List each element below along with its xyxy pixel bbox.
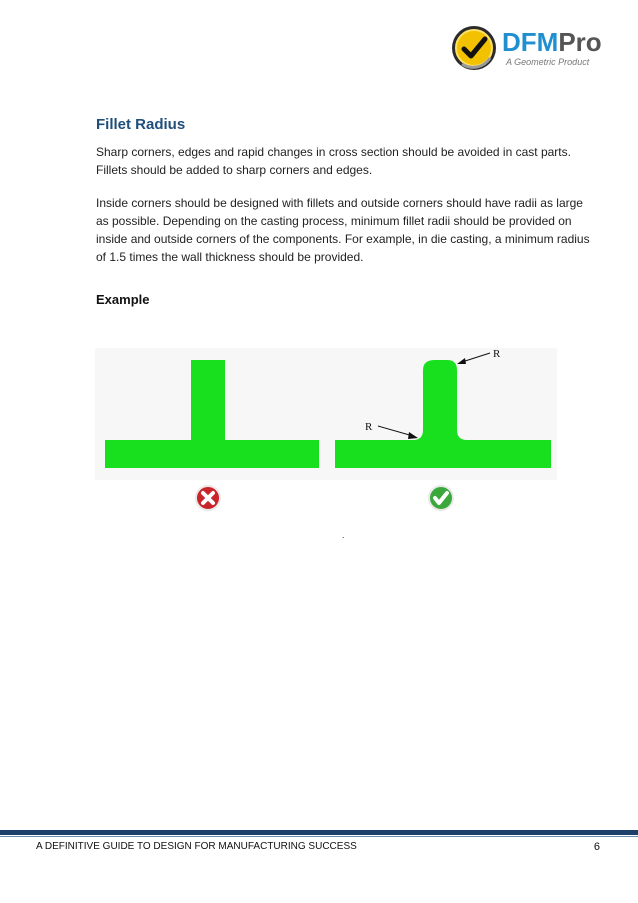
outer-radius-label: R bbox=[493, 348, 501, 360]
stray-mark: . bbox=[342, 530, 345, 540]
dfmpro-logo bbox=[450, 24, 600, 74]
section-content bbox=[96, 116, 596, 307]
paragraph-2: Inside corners should be designed with fillets and outside corners should have radii as large as possible. Depending on the casting process, minimum fillet radii should be provided on inside and outside corners of the components. For example, in die casting, a minimum radius of 1.5 times the wall thickness should be provided. bbox=[96, 196, 590, 264]
red-x-icon bbox=[196, 486, 220, 510]
section-title: Fillet Radius bbox=[96, 116, 186, 133]
checkmark-badge-icon bbox=[450, 24, 498, 72]
logo-brand-name bbox=[502, 28, 602, 56]
fillet-example-figure bbox=[95, 348, 557, 520]
footer-title: A DEFINITIVE GUIDE TO DESIGN FOR MANUFACTURING SUCCESS bbox=[36, 841, 357, 852]
example-heading: Example bbox=[96, 292, 150, 307]
logo-brand-suffix: Pro bbox=[558, 27, 602, 57]
paragraph-1: Sharp corners, edges and rapid changes in cross section should be avoided in cast parts. Fillets should be added to sharp corners and edges. bbox=[96, 145, 571, 177]
footer-rule-thin bbox=[0, 836, 638, 837]
green-check-icon bbox=[429, 486, 453, 510]
page-number: 6 bbox=[593, 841, 600, 853]
logo-tagline: A Geometric Product bbox=[506, 57, 590, 67]
fillet-diagram bbox=[95, 348, 557, 520]
logo-brand-prefix: DFM bbox=[502, 27, 559, 57]
footer-rule bbox=[0, 830, 638, 835]
inner-radius-label: R bbox=[365, 421, 373, 433]
